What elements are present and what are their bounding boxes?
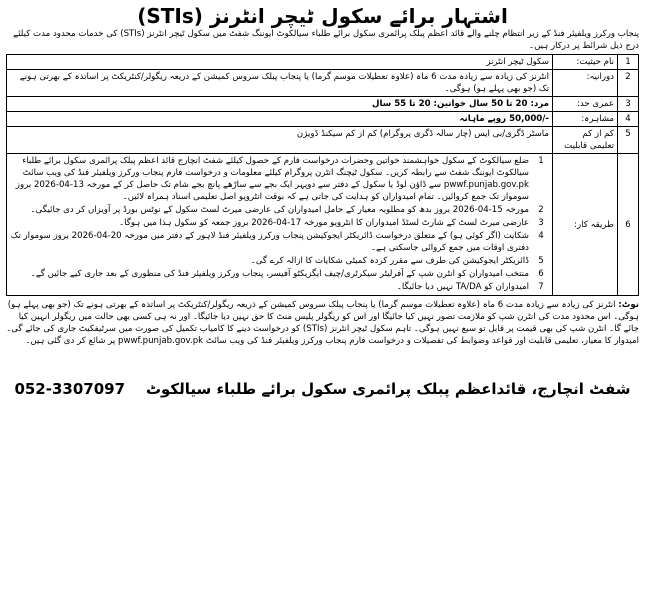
intro-text: پنجاب ورکرز ویلفیئر فنڈ کے زیر انتظام چلنے والے قائد اعظم پبلک پرائمری سکول برائے طلباء سیالکوٹ ایوننگ شفٹ میں سکول ٹیچر انٹرنز (STIs) کی خدمات محدود مدت کیلئے درج ذیل شرائط پر درکار ہیں۔ (13, 29, 639, 51)
terms-table (6, 54, 639, 296)
row-label: کم از کم تعلیمی قابلیت (553, 127, 618, 154)
table-row (7, 97, 639, 112)
list-item-number: 5 (538, 256, 544, 266)
table-row (7, 70, 639, 97)
row-label: دورانیہ: (553, 70, 618, 97)
footer-signature: شفٹ انچارج، قائداعظم پبلک پرائمری سکول برائے طلباء سیالکوٹ (145, 380, 631, 398)
table-row (7, 55, 639, 70)
table-row (7, 112, 639, 127)
row-value: ماسٹر ڈگری/بی ایس (چار سالہ ڈگری پروگرام) کم از کم سیکنڈ ڈویژن (7, 127, 553, 154)
row-value (7, 154, 553, 296)
list-item (10, 204, 549, 216)
list-item-number: 6 (538, 269, 544, 279)
row-label: عمری حد: (553, 97, 618, 112)
table-row (7, 154, 639, 296)
list-item-text: عارضی میرٹ لسٹ کے شارٹ لسٹڈ امیدواران کا انٹرویو مورخہ 17-04-2026 بروز جمعہ کو سکول ہذا میں ہوگا۔ (119, 218, 529, 228)
list-item-number: 2 (538, 205, 544, 215)
list-item-number: 1 (538, 156, 544, 166)
list-item-text: ضلع سیالکوٹ کے سکول خواہشمند خواتین وحضرات درخواست فارم کے حصول کیلئے شفٹ انچارج قائد اعظم پبلک پرائمری سکول برائے طلباء سیالکوٹ ایوننگ شفٹ سے رابطہ کریں۔ سکول ٹیچنگ انٹرن پروگرام کیلئے معلومات و درخواست فارم پنجاب ورکرز ویلفیئر فنڈ کی ویب سائٹ pwwf.punjab.gov.pk سے ڈاؤن لوڈ یا سکول کے دفتر سے دوپہر ایک بجے سے ساڑھے پانچ بجے شام تک حاصل کر کے مورخہ 13-04-2026 بروز سوموار تک جمع کروائیں۔ تمام امیدواران کو ہدایت کی جاتی ہے کہ بوقت انٹرویو اصل تعلیمی اسناد ہمراہ لائیں۔ (15, 156, 529, 202)
footer-phone: 052-3307097 (14, 380, 126, 398)
note-text: انٹرنز کی زیادہ سے زیادہ مدت 6 ماہ (علاوہ تعطیلات موسم گرما) یا پنجاب پبلک سروس کمیشن کے ذریعہ ریگولر/کنٹریکٹ پر اساتذہ کے بھرتی ہونے تک (جو بھی پہلے ہو) ہوگی۔ اس محدود مدت کی انٹرن شپ کو ملازمت تصور نہیں کیا جائیگا اور اس کو ریگولر پلیس منٹ کا حق نہیں دیا جائیگا۔ اور نہ ہی کسی بھی حالت میں ریگولر انہیں کیا جائے گا۔ انٹرن شپ کی بھی قیمت پر قابل تو سیع نہیں ہوگی۔ تاہم سکول ٹیچر انٹرنز (STIs) کو درخواست دینے کا کامیاب تکمیل کی صورت میں سرٹیفکیٹ جاری کی جائے گی۔ امیدوار کا معیار، تعلیمی قابلیت اور قواعد وضوابط کی تفصیلات و درخواست فارم پنجاب ورکرز ویلفیئر فنڈ کی ویب سائٹ pwwf.punjab.gov.pk پر شائع کر دی گئی ہیں۔ (6, 300, 639, 346)
page-title: اشتہار برائے سکول ٹیچر انٹرنز (STIs) (137, 4, 508, 28)
row-number: 2 (618, 70, 639, 97)
note-label: نوٹ: (618, 300, 639, 310)
list-item (10, 230, 549, 254)
list-item (10, 255, 549, 267)
row-number: 1 (618, 55, 639, 70)
list-item (10, 281, 549, 293)
row-value: -/50,000 روپے ماہانہ (7, 112, 553, 127)
footer (6, 379, 639, 399)
row-label: نام حیثیت: (553, 55, 618, 70)
list-item-number: 4 (538, 231, 544, 241)
row-number: 3 (618, 97, 639, 112)
row-label: طریقہ کار: (553, 154, 618, 296)
list-item-text: شکایت (اگر کوئی ہو) کے متعلق درخواست ڈائریکٹر ایجوکیشن پنجاب ورکرز ویلفیئر فنڈ لاہور کے دفتر میں مورخہ 20-04-2026 بروز سوموار تک دفتری اوقات میں جمع کروائی جاسکتی ہے۔ (10, 231, 529, 253)
list-item-text: ڈائریکٹر ایجوکیشن کی طرف سے مقرر کردہ کمیٹی شکایات کا ازالہ کرے گی۔ (250, 256, 529, 266)
row-value: سکول ٹیچر انٹرنز (7, 55, 553, 70)
list-item-text: امیدواران کو TA/DA نہیں دیا جائیگا۔ (396, 282, 529, 292)
row-number: 6 (618, 154, 639, 296)
list-item (10, 155, 549, 203)
list-item-number: 3 (538, 218, 544, 228)
row-number: 4 (618, 112, 639, 127)
table-row (7, 127, 639, 154)
row-value: انٹرنز کی زیادہ سے زیادہ مدت 6 ماہ (علاوہ تعطیلات موسم گرما) یا پنجاب پبلک سروس کمیشن کے ذریعہ ریگولر/کنٹریکٹ پر اساتذہ کے بھرتی ہونے تک (جو بھی پہلے ہو) ہوگی۔ (7, 70, 553, 97)
procedure-list (10, 155, 549, 293)
note-section (6, 299, 639, 377)
list-item (10, 217, 549, 229)
row-number: 5 (618, 127, 639, 154)
list-item (10, 268, 549, 280)
row-value: مرد: 20 تا 50 سال خواتین: 20 تا 55 سال (7, 97, 553, 112)
list-item-text: مورخہ 15-04-2026 بروز بدھ کو مطلوبہ معیار کے حامل امیدواران کی عارضی میرٹ لسٹ سکول کے نوٹس بورڈ پر آویزاں کر دی جائیگی۔ (30, 205, 529, 215)
row-label: مشاہرہ: (553, 112, 618, 127)
list-item-text: منتخب امیدواران کو انٹرن شپ کے آفرلیٹر سیکرٹری/چیف ایگزیکٹو آفیسر، پنجاب ورکرز ویلفیئر فنڈ کی منظوری کے بعد جاری کیے جائیں گے۔ (30, 269, 529, 279)
list-item-number: 7 (538, 282, 544, 292)
